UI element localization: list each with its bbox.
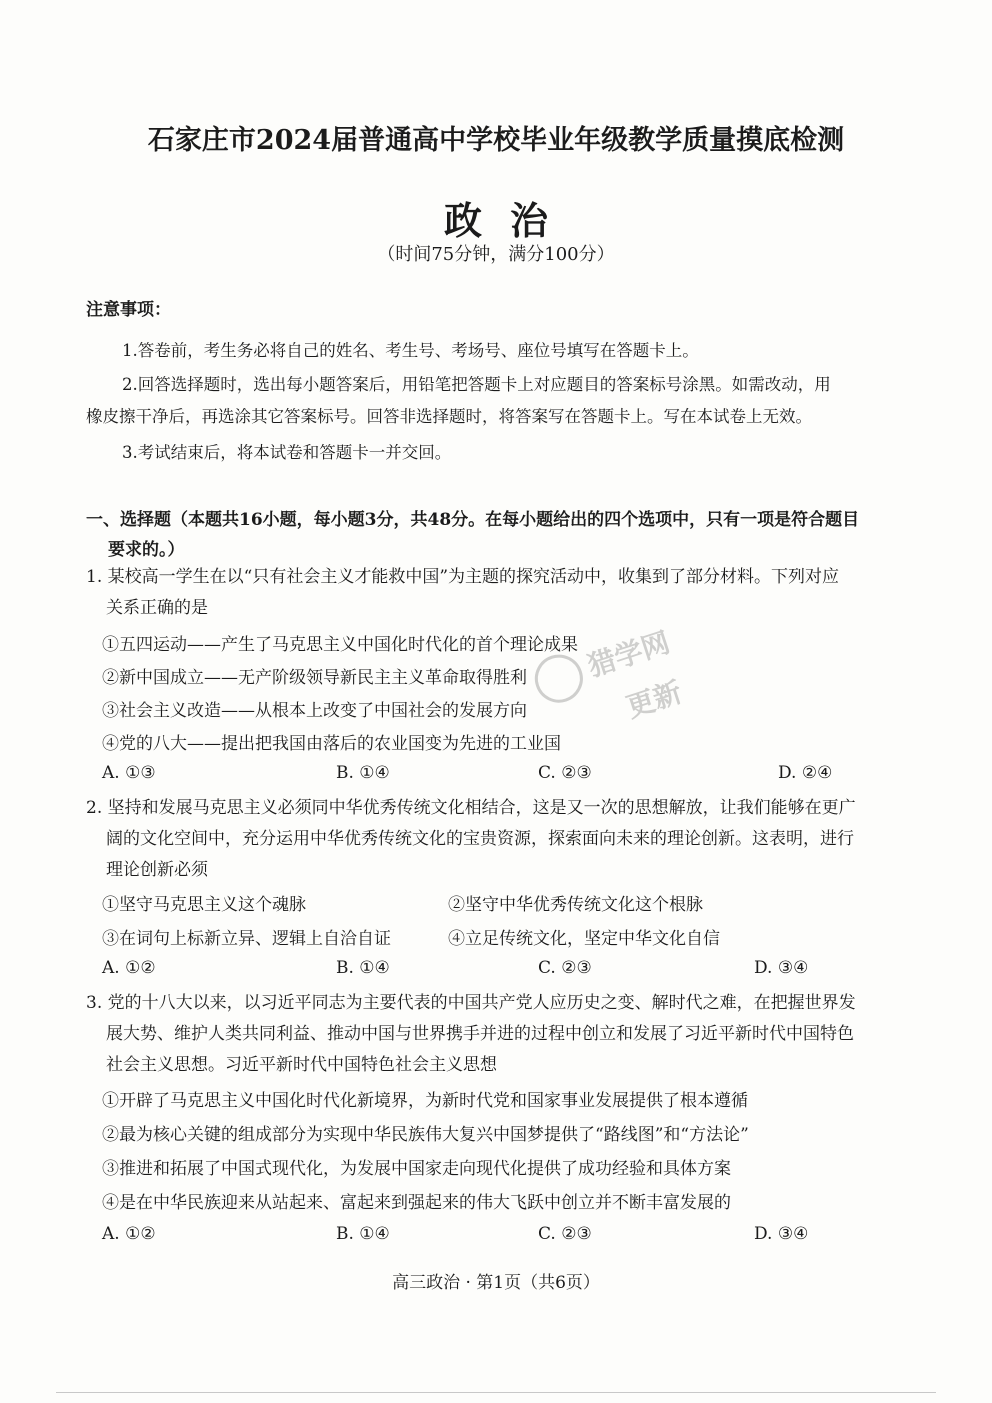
question-3-statement-2: ②最为核心关键的组成部分为实现中华民族伟大复兴中国梦提供了“路线图”和“方法论” [102,1125,749,1145]
question-3-option-a: A. ①② [102,1224,156,1244]
question-3-statement-3: ③推进和拓展了中国式现代化，为发展中国家走向现代化提供了成功经验和具体方案 [102,1159,731,1179]
notice-line-1: 1.答卷前，考生务必将自己的姓名、考生号、考场号、座位号填写在答题卡上。 [122,341,699,360]
question-2-option-a: A. ①② [102,958,156,978]
question-3-stem-line-a: 3. 党的十八大以来，以习近平同志为主要代表的中国共产党人应历史之变、解时代之难，在把握世界发 [86,993,856,1013]
question-1-statement-3: ③社会主义改造——从根本上改变了中国社会的发展方向 [102,701,527,721]
question-1-option-a: A. ①③ [102,763,156,783]
question-3-option-d: D. ③④ [754,1224,809,1244]
question-3-stem-line-b: 展大势、维护人类共同利益、推动中国与世界携手并进的过程中创立和发展了习近平新时代中国特色 [106,1024,854,1044]
question-3-stem-line-c: 社会主义思想。习近平新时代中国特色社会主义思想 [106,1055,497,1075]
question-3-option-c: C. ②③ [538,1224,592,1244]
question-3-statement-1: ①开辟了马克思主义中国化时代化新境界，为新时代党和国家事业发展提供了根本遵循 [102,1091,748,1111]
question-3-stem [86,988,926,1081]
question-2-option-b: B. ①④ [336,958,390,978]
question-2-option-c: C. ②③ [538,958,592,978]
question-2-stem-line-b: 阔的文化空间中，充分运用中华优秀传统文化的宝贵资源，探索面向未来的理论创新。这表明，进行 [106,829,854,849]
question-2-statement-4: ④立足传统文化，坚定中华文化自信 [448,929,720,949]
question-1-statement-4: ④党的八大——提出把我国由落后的农业国变为先进的工业国 [102,734,561,754]
question-2-statement-3: ③在词句上标新立异、逻辑上自洽自证 [102,929,391,949]
question-1-statement-2: ②新中国成立——无产阶级领导新民主主义革命取得胜利 [102,668,527,688]
question-1-option-b: B. ①④ [336,763,390,783]
time-info: （时间75分钟，满分100分） [377,244,615,265]
watermark-text-b: 更新 [622,675,686,725]
question-2-stem-line-a: 2. 坚持和发展马克思主义必须同中华优秀传统文化相结合，这是又一次的思想解放，让我们能够在更广 [86,798,856,818]
question-2-statement-1: ①坚守马克思主义这个魂脉 [102,895,306,915]
question-3-statement-4: ④是在中华民族迎来从站起来、富起来到强起来的伟大飞跃中创立并不断丰富发展的 [102,1193,731,1213]
notice-line-3: 3.考试结束后，将本试卷和答题卡一并交回。 [122,443,452,462]
notice-line-2b: 橡皮擦干净后，再选涂其它答案标号。回答非选择题时，将答案写在答题卡上。写在本试卷上无效。 [86,407,812,426]
question-1-statement-1: ①五四运动——产生了马克思主义中国化时代化的首个理论成果 [102,635,578,655]
notice-heading: 注意事项： [86,300,171,320]
question-2-stem-line-c: 理论创新必须 [106,860,208,880]
exam-title: 石家庄市2024届普通高中学校毕业年级教学质量摸底检测 [147,125,845,156]
section-heading [86,505,916,565]
question-1-stem-line-a: 1. 某校高一学生在以“只有社会主义才能救中国”为主题的探究活动中，收集到了部分材料。下列对应 [86,567,840,587]
question-2-stem [86,793,926,886]
watermark-badge-icon [529,648,589,708]
page-footer: 高三政治 · 第1页（共6页） [392,1273,600,1293]
bottom-divider [56,1392,936,1393]
section-heading-line-a: 一、选择题（本题共16小题，每小题3分，共48分。在每小题给出的四个选项中，只有一项是符合题目 [86,510,860,530]
question-1-option-c: C. ②③ [538,763,592,783]
question-3-option-b: B. ①④ [336,1224,390,1244]
watermark-text-a: 猎学网 [583,625,674,684]
question-2-statement-2: ②坚守中华优秀传统文化这个根脉 [448,895,703,915]
question-1-option-d: D. ②④ [778,763,833,783]
question-1-stem-line-b: 关系正确的是 [106,598,208,618]
question-2-option-d: D. ③④ [754,958,809,978]
section-heading-line-b: 要求的。） [108,540,185,560]
question-1-stem [86,562,926,624]
subject-title: 政治 [443,198,576,243]
notice-line-2a: 2.回答选择题时，选出每小题答案后，用铅笔把答题卡上对应题目的答案标号涂黑。如需改动，用 [122,375,831,394]
